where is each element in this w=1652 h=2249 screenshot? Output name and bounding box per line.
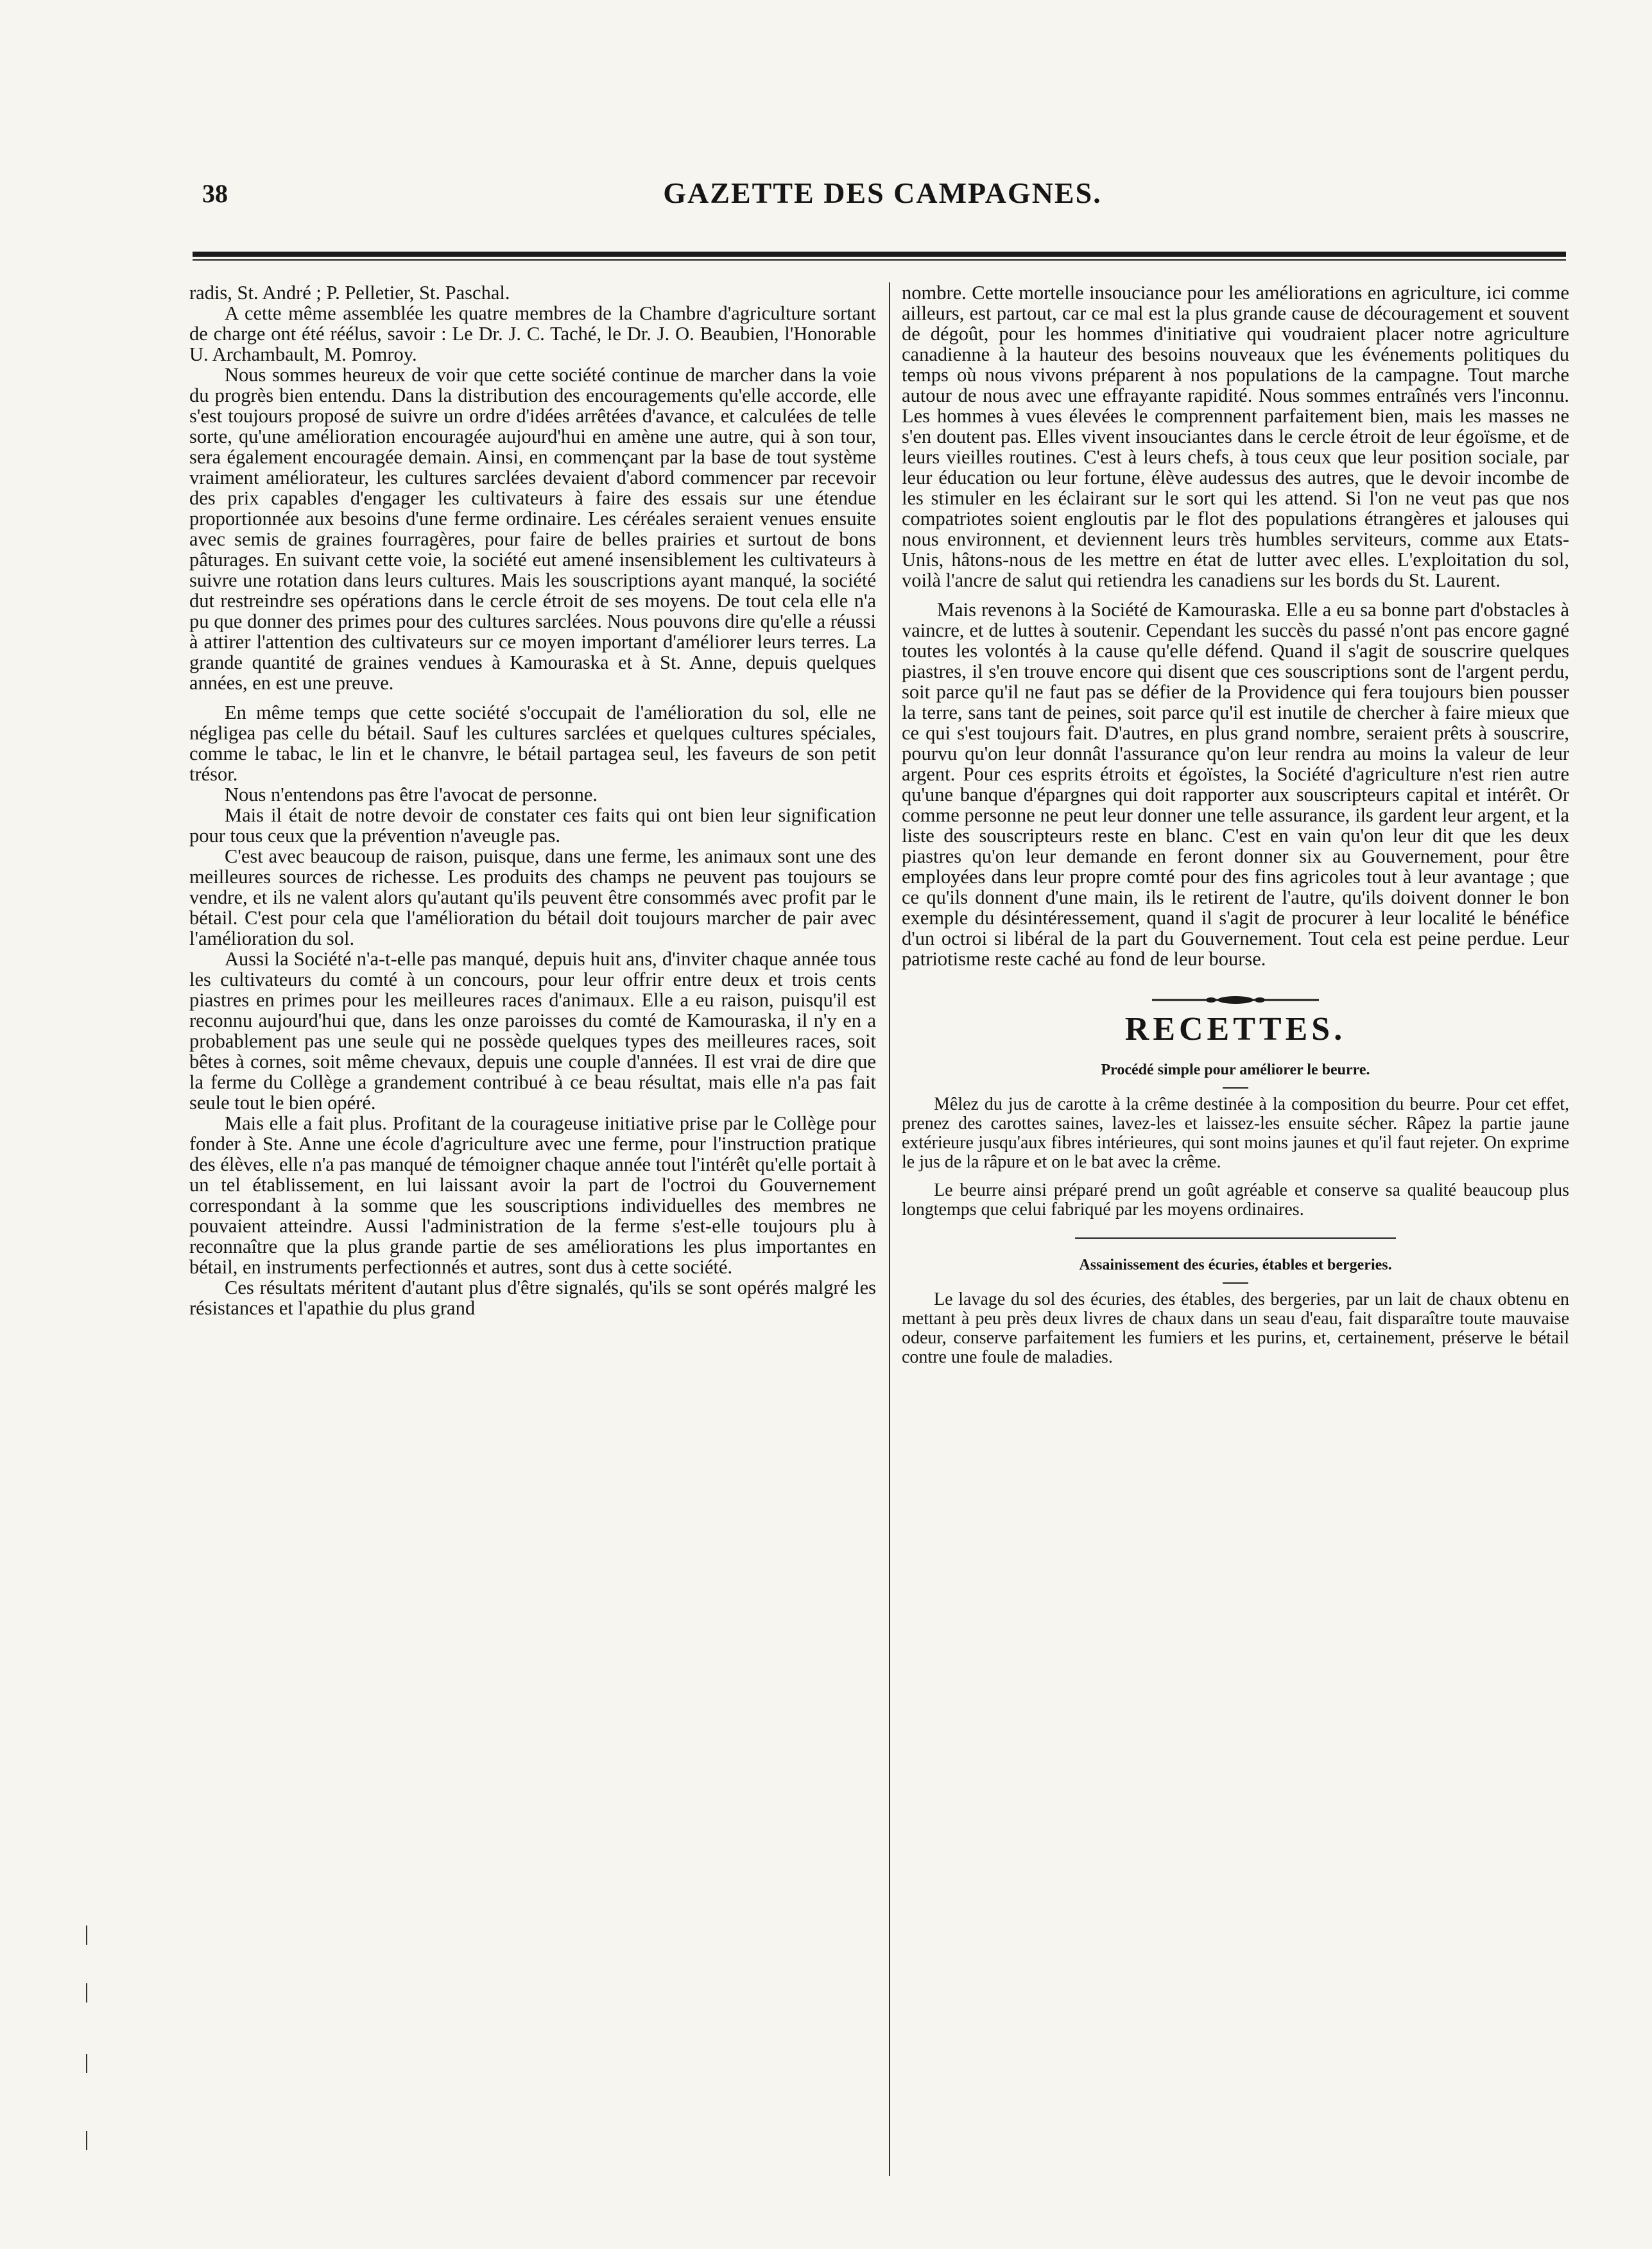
paragraph: Mais il était de notre devoir de constater ces faits qui ont bien leur signification pour tous ceux que la prévention n'aveugle pas.	[189, 804, 876, 847]
left-column	[189, 282, 876, 1318]
recipe-title: Assainissement des écuries, étables et bergeries.	[1079, 1257, 1392, 1273]
short-rule	[1223, 1087, 1248, 1089]
page-number: 38	[202, 179, 228, 208]
paragraph: C'est avec beaucoup de raison, puisque, dans une ferme, les animaux sont une des meilleures sources de richesse. Les produits des champs ne peuvent pas toujours se vendre, et ils ne valent alors qu'autant qu'ils peuvent être consommés avec profit par le bétail. C'est pour cela que l'amélioration du bétail doit toujours marcher de pair avec l'amélioration du sol.	[189, 845, 876, 949]
paragraph: Le lavage du sol des écuries, des étables, des bergeries, par un lait de chaux obtenu en mettant à peu près deux livres de chaux dans un seau d'eau, fait disparaître toute mauvaise odeur, conserve parfaitement les fumiers et les purins, et, certainement, préserve le bétail contre une foule de maladies.	[902, 1289, 1569, 1367]
paragraph: radis, St. André ; P. Pelletier, St. Paschal.	[189, 282, 510, 304]
paragraph: En même temps que cette société s'occupait de l'amélioration du sol, elle ne négligea pas celle du bétail. Sauf les cultures sarclées et quelques cultures spéciales, comme le tabac, le lin et le chanvre, le bétail partagea seul, les faveurs de son petit trésor.	[189, 702, 876, 785]
paragraph: Mais elle a fait plus. Profitant de la courageuse initiative prise par le Collège pour fonder à Ste. Anne une école d'agriculture avec une ferme, pour l'instruction pratique des élèves, elle n'a pas manqué de témoigner chaque année tout l'intérêt qu'elle portait à un tel établissement, en lui laissant avoir la part de l'octroi du Gouvernement correspondant à la somme que les souscriptions individuelles des membres ne pouvaient atteindre. Aussi l'administration de la ferme s'est-elle toujours plu à reconnaître que la plus grande partie de ses améliorations les plus importantes en bétail, en instruments perfectionnés et autres, sont dus à cette société.	[189, 1112, 876, 1278]
paragraph: Ces résultats méritent d'autant plus d'être signalés, qu'ils se sont opérés malgré les résistances et l'apathie du plus grand	[189, 1277, 876, 1319]
recipes-title: RECETTES.	[1124, 1011, 1347, 1047]
paragraph: Aussi la Société n'a-t-elle pas manqué, depuis huit ans, d'inviter chaque année tous les cultivateurs du comté à un concours, pour leur offrir entre deux et trois cents piastres en primes pour les meilleures races d'animaux. Elle a eu raison, puisqu'il est reconnu aujourd'hui que, dans les onze paroisses du comté de Kamouraska, il n'y en a probablement pas une seule qui ne possède quelques types des meilleures races, soit bêtes à cornes, soit même chevaux, depuis une couple d'années. Il est vrai de dire que la ferme du Collège a grandement contribué à ce beau résultat, mais elle n'a pas fait seule tout le bien opéré.	[189, 948, 876, 1114]
paragraph: A cette même assemblée les quatre membres de la Chambre d'agriculture sortant de charge ont été réélus, savoir : Le Dr. J. C. Taché, le Dr. J. O. Beaubien, l'Honorable U. Archambault, M. Pomroy.	[189, 302, 876, 365]
paragraph: nombre. Cette mortelle insouciance pour les améliorations en agriculture, ici comme ailleurs, est partout, car ce mal est la plus grande cause de découragement et souvent de dégoût, pour les hommes d'initiative qui voudraient placer notre agriculture canadienne à la hauteur des besoins nouveaux que les événements politiques du temps où nous vivons préparent à nos populations de la campagne. Tout marche autour de nous avec une effrayante rapidité. Nous sommes entraînés vers l'inconnu. Les hommes à vues élevées le comprennent parfaitement bien, mais les masses ne s'en doutent pas. Elles vivent insouciantes dans le cercle étroit de leur égoïsme, et de leurs vieilles routines. C'est à leurs chefs, à tous ceux que leur position sociale, par leur éducation ou leur fortune, élève audessus des autres, que le devoir incombe de les stimuler en les éclairant sur le sort qui les attend. Si l'on ne veut pas que nos compatriotes soient engloutis par le flot des populations étrangères et jalouses qui nous environnent, et deviennent leurs très humbles serviteurs, comme aux Etats-Unis, hâtons-nous de les mettre en état de lutter avec elles. L'exploitation du sol, voilà l'ancre de salut qui retiendra les canadiens sur les bords du St. Laurent.	[902, 282, 1569, 591]
short-rule	[1223, 1282, 1248, 1284]
margin-marks	[83, 1926, 90, 2182]
ornamental-rule-icon	[1152, 995, 1319, 1005]
paragraph: Mêlez du jus de carotte à la crême destinée à la composition du beurre. Pour cet effet, prenez des carottes saines, lavez-les et laissez-les ensuite sécher. Râpez la partie jaune extérieure jusqu'aux fibres intérieures, qui sont moins jaunes et qu'il faut rejeter. On exprime le jus de la râpure et on le bat avec la crême.	[902, 1094, 1569, 1172]
page-header	[202, 173, 1563, 212]
recipe-body	[902, 1290, 1569, 1367]
column-divider	[889, 282, 890, 2176]
recipe-body	[902, 1095, 1569, 1219]
recipes-section-header	[902, 995, 1569, 1049]
paragraph: Nous n'entendons pas être l'avocat de personne.	[225, 784, 598, 806]
header-rule-thin	[193, 259, 1566, 261]
paragraph: Le beurre ainsi préparé prend un goût agréable et conserve sa qualité beaucoup plus longtemps que celui fabriqué par les moyens ordinaires.	[902, 1180, 1569, 1219]
running-title: GAZETTE DES CAMPAGNES.	[663, 177, 1102, 209]
section-rule	[1075, 1237, 1396, 1239]
paragraph: Nous sommes heureux de voir que cette société continue de marcher dans la voie du progrès bien entendu. Dans la distribution des encouragements qu'elle accorde, elle s'est toujours proposé de suivre un ordre d'idées arrêtées d'avance, et calculées de telle sorte, qu'une amélioration encouragée aujourd'hui en amène une autre, qui à son tour, sera également encouragée demain. Ainsi, en commençant par la base de tout système vraiment améliorateur, les cultures sarclées devaient d'abord commencer par recevoir des prix capables d'engager les cultivateurs à faire des essais sur une étendue proportionnée aux besoins d'une ferme ordinaire. Les céréales seraient venues ensuite avec semis de graines fourragères, pour faire de belles prairies et surtout de bons pâturages. En suivant cette voie, la société eut amené insensiblement les cultivateurs à suivre une rotation dans leurs cultures. Mais les souscriptions ayant manqué, la société dut restreindre ses opérations dans le cercle étroit de ses moyens. De tout cela elle n'a pu que donner des primes pour des cultures sarclées. Nous pouvons dire qu'elle a réussi à attirer l'attention des cultivateurs sur ce moyen important d'améliorer leurs terres. La grande quantité de graines vendues à Kamouraska et à St. Anne, depuis quelques années, en est une preuve.	[189, 364, 876, 694]
recipe-title: Procédé simple pour améliorer le beurre.	[1101, 1062, 1370, 1078]
paragraph: Mais revenons à la Société de Kamouraska. Elle a eu sa bonne part d'obstacles à vaincre, et de luttes à soutenir. Cependant les succès du passé n'ont pas encore gagné toutes les volontés à la cause qu'elle défend. Quand il s'agit de souscrire quelques piastres, il s'en trouve encore qui disent que ces souscriptions sont de l'argent perdu, soit parce qu'il ne faut pas se défier de la Providence qui fera toujours bien pousser la terre, sans tant de peines, soit parce qu'il est inutile de chercher à faire mieux que ce qui s'est toujours fait. D'autres, en plus grand nombre, seraient prêts à souscrire, pourvu qu'on leur donnât l'assurance qu'on leur rendra au moins la valeur de leur argent. Pour ces esprits étroits et égoïstes, la Société d'agriculture n'est rien autre qu'une banque d'épargnes qui doit rapporter aux souscripteurs capital et intérêt. Or comme personne ne peut leur donner une telle assurance, ils gardent leur argent, et la liste des souscripteurs reste en blanc. C'est en vain qu'on leur dit que les deux piastres qu'on leur demande en feront donner six au Gouvernement, pour être employées dans leur propre comté pour des fins agricoles tout à leur avantage ; que ce qu'ils donnent d'une main, ils le retirent de l'autre, qu'ils doivent donner le bon exemple du désintéressement, quand il s'agit de procurer à leur localité le bénéfice d'un octroi si libéral de la part du Gouvernement. Tout cela est peine perdue. Leur patriotisme reste caché au fond de leur bourse.	[902, 599, 1569, 970]
right-column	[902, 282, 1569, 1376]
header-rule-thick	[193, 252, 1566, 257]
